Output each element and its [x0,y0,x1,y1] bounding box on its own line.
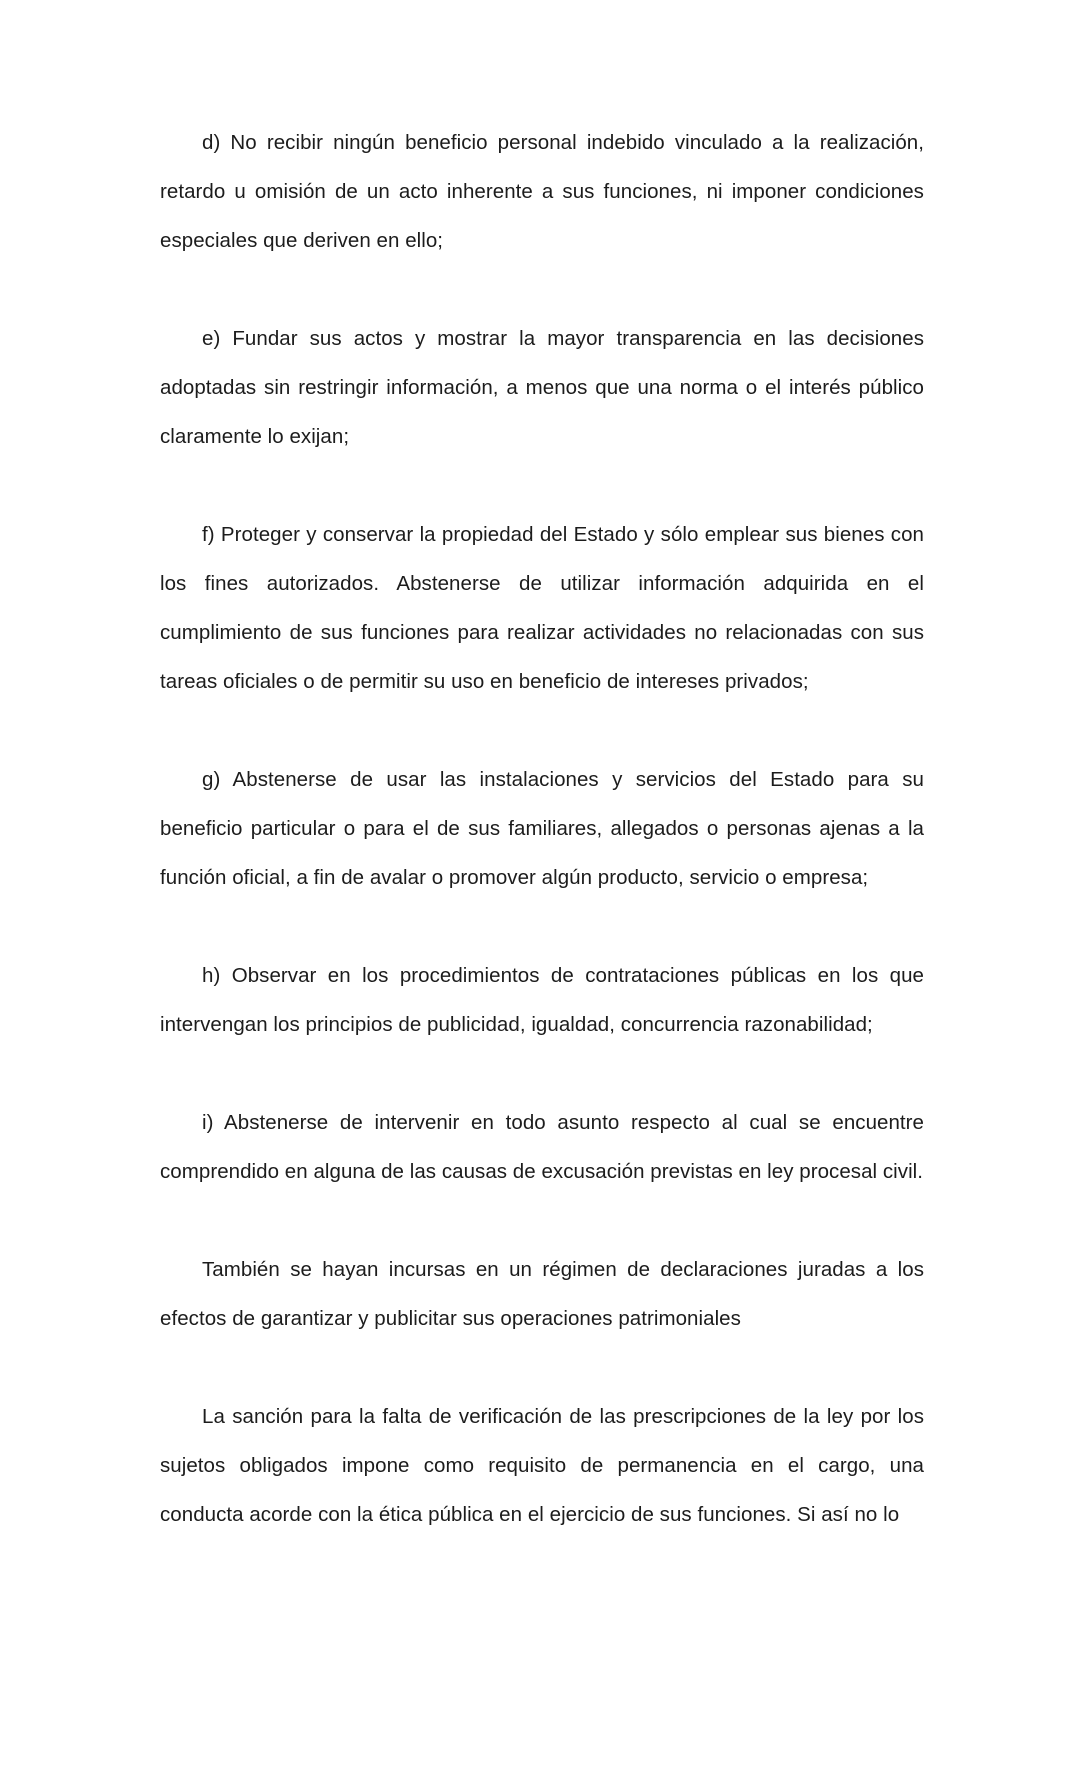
document-page [160,118,924,1539]
paragraph-e: e) Fundar sus actos y mostrar la mayor transparencia en las decisiones adoptadas sin restringir información, a menos que una norma o el interés público claramente lo exijan; [160,327,924,448]
paragraph-f: f) Proteger y conservar la propiedad del Estado y sólo emplear sus bienes con los fines autorizados. Abstenerse de utilizar información adquirida en el cumplimiento de sus funciones para realizar actividades no relacionadas con sus tareas oficiales o de permitir su uso en beneficio de intereses privados; [160,523,924,693]
paragraph-g: g) Abstenerse de usar las instalaciones y servicios del Estado para su beneficio particular o para el de sus familiares, allegados o personas ajenas a la función oficial, a fin de avalar o promover algún producto, servicio o empresa; [160,768,924,889]
paragraph-sancion: La sanción para la falta de verificación de las prescripciones de la ley por los sujetos obligados impone como requisito de permanencia en el cargo, una conducta acorde con la ética pública en el ejercicio de sus funciones. Si así no lo [160,1405,924,1526]
paragraph-h: h) Observar en los procedimientos de contrataciones públicas en los que intervengan los principios de publicidad, igualdad, concurrencia razonabilidad; [160,964,924,1036]
paragraph-declaraciones: También se hayan incursas en un régimen de declaraciones juradas a los efectos de garantizar y publicitar sus operaciones patrimoniales [160,1258,924,1330]
paragraph-d: d) No recibir ningún beneficio personal indebido vinculado a la realización, retardo u omisión de un acto inherente a sus funciones, ni imponer condiciones especiales que deriven en ello; [160,131,924,252]
paragraph-i: i) Abstenerse de intervenir en todo asunto respecto al cual se encuentre comprendido en alguna de las causas de excusación previstas en ley procesal civil. [160,1111,924,1183]
